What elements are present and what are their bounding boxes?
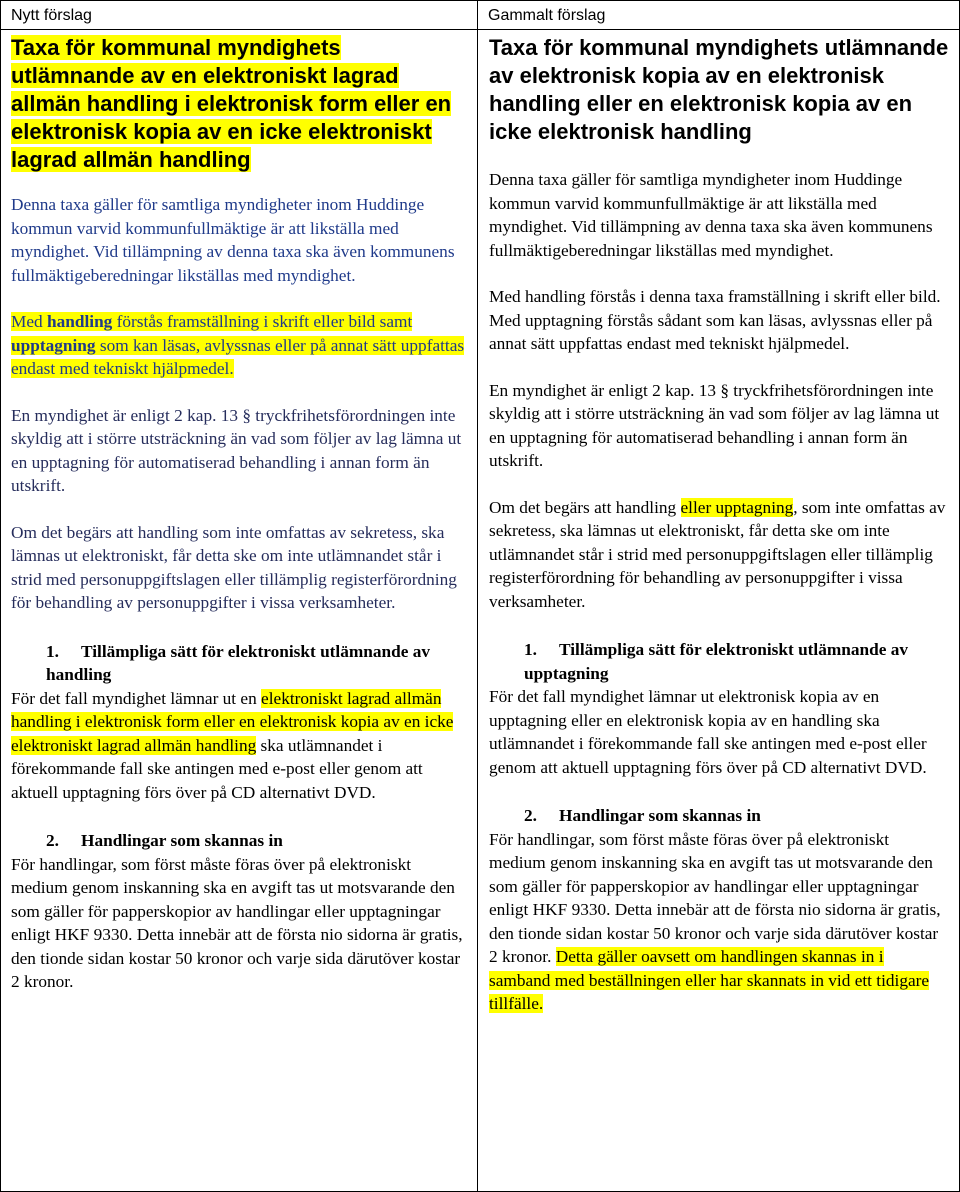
new-definition-part: Med	[11, 312, 47, 331]
old-request-highlight: eller upptagning	[680, 497, 794, 517]
new-proposal-content	[1, 34, 477, 994]
new-section-1-heading	[11, 640, 467, 687]
old-section-1-title: Tillämpliga sätt för elektroniskt utlämnande av upptagning	[524, 640, 909, 683]
new-definition-term-upptagning: upptagning	[11, 335, 96, 355]
new-definition-part: som kan läsas, avlyssnas eller på annat sätt uppfattas endast med tekniskt hjälpmedel.	[11, 335, 465, 378]
old-section-2-text	[489, 828, 949, 1016]
old-law-paragraph: En myndighet är enligt 2 kap. 13 § tryckfrihetsförordningen inte skyldig att i större utsträckning än vad som följer av lag lämna ut en upptagning för automatiserad behandling i annan form än utskrift.	[489, 380, 940, 470]
old-proposal-content	[478, 34, 959, 1016]
new-section-1-part: För det fall myndighet lämnar ut en	[11, 688, 262, 708]
old-scope-paragraph: Denna taxa gäller för samtliga myndigheter inom Huddinge kommun varvid kommunfullmäktige är att likställa med myndighet. Vid tillämpning av denna taxa ska även kommunens fullmäktigeberedningar likställas med myndighet.	[489, 170, 933, 260]
new-section-1-part: ska utlämnandet i förekommande fall ske antingen med e-post eller genom att aktuell upptagning förs över på CD alternativt DVD.	[11, 735, 423, 802]
new-section-1-text	[11, 687, 467, 805]
new-section-1-title: Tillämpliga sätt för elektroniskt utlämnande av handling	[46, 641, 431, 684]
old-proposal-column	[477, 0, 960, 1192]
old-section-1-text: För det fall myndighet lämnar ut elektronisk kopia av en upptagning eller en elektronisk kopia av en handling ska utlämnandet i förekommande fall ske antingen med e-post eller genom att aktuell upptagning förs över på CD alternativt DVD.	[489, 687, 927, 777]
new-definition-part: förstås framställning i skrift eller bild samt	[112, 312, 413, 331]
new-section-2-number: 2.	[46, 831, 59, 850]
new-proposal-title-text: Taxa för kommunal myndighets utlämnande av en elektroniskt lagrad allmän handling i elektronisk form eller en elektronisk kopia av en icke elektroniskt lagrad allmän handling	[11, 35, 452, 172]
new-section-1-highlight: elektroniskt lagrad allmän handling i elektronisk form eller en elektronisk kopia av en icke elektroniskt lagrad allmän handling	[11, 688, 454, 755]
old-request-part: Om det begärs att handling	[489, 497, 681, 517]
new-section-2-heading	[11, 829, 467, 853]
old-section-1-heading	[489, 638, 949, 685]
new-scope-paragraph: Denna taxa gäller för samtliga myndigheter inom Huddinge kommun varvid kommunfullmäktige är att likställa med myndighet. Vid tillämpning av denna taxa ska även kommunens fullmäktigeberedningar likställas med myndighet.	[11, 195, 455, 285]
new-section-2-text: För handlingar, som först måste föras över på elektroniskt medium genom inskanning ska en avgift tas ut motsvarande den som gäller för papperskopior av handlingar eller upptagningar enligt HKF 9330. Detta innebär att de första nio sidorna är gratis, den tionde sidan kostar 50 kronor och varje sida därutöver kostar 2 kronor.	[11, 854, 463, 991]
old-proposal-title: Taxa för kommunal myndighets utlämnande av elektronisk kopia av en elektronisk handling eller en elektronisk kopia av en icke elektronisk handling	[489, 35, 949, 144]
old-proposal-header: Gammalt förslag	[478, 1, 959, 30]
old-section-2-title: Handlingar som skannas in	[559, 806, 761, 825]
old-request-part: , som inte omfattas av sekretess, ska lämnas ut elektroniskt, får detta ske om inte utlämnandet står i strid med personuppgiftslagen eller tillämplig registerförordning för behandling av personuppgifter i vissa verksamheter.	[489, 497, 946, 611]
old-section-1-number: 1.	[524, 640, 537, 659]
old-section-2-part: För handlingar, som först måste föras över på elektroniskt medium genom inskanning ska en avgift tas ut motsvarande den som gäller för papperskopior av handlingar eller upptagningar enligt HKF 9330. Detta innebär att de första nio sidorna är gratis, den tionde sidan kostar 50 kronor och varje sida därutöver kostar 2 kronor.	[489, 829, 941, 966]
old-definition-paragraph: Med handling förstås i denna taxa framställning i skrift eller bild. Med upptagning förstås sådant som kan läsas, avlyssnas eller på annat sätt uppfattas endast med tekniskt hjälpmedel.	[489, 287, 941, 353]
old-section-2-number: 2.	[524, 806, 537, 825]
new-section-1-number: 1.	[46, 641, 59, 661]
new-law-paragraph: En myndighet är enligt 2 kap. 13 § tryckfrihetsförordningen inte skyldig att i större utsträckning än vad som följer av lag lämna ut en upptagning för automatiserad behandling i annan form än utskrift.	[11, 405, 462, 495]
new-request-paragraph: Om det begärs att handling som inte omfattas av sekretess, ska lämnas ut elektroniskt, får detta ske om inte utlämnandet står i strid med personuppgiftslagen eller tillämplig registerförordning för behandling av personuppgifter i vissa verksamheter.	[11, 522, 457, 612]
new-proposal-title	[11, 34, 467, 174]
new-section-2-title: Handlingar som skannas in	[81, 831, 283, 850]
old-request-paragraph	[489, 496, 949, 614]
new-definition-term-handling: handling	[47, 312, 113, 331]
new-definition-paragraph	[11, 310, 467, 381]
old-section-2-heading	[489, 804, 949, 828]
new-proposal-header: Nytt förslag	[1, 1, 477, 30]
old-section-2-highlight: Detta gäller oavsett om handlingen skannas in i samband med beställningen eller har skannats in vid ett tidigare tillfälle.	[489, 947, 930, 1013]
new-proposal-column	[0, 0, 477, 1192]
